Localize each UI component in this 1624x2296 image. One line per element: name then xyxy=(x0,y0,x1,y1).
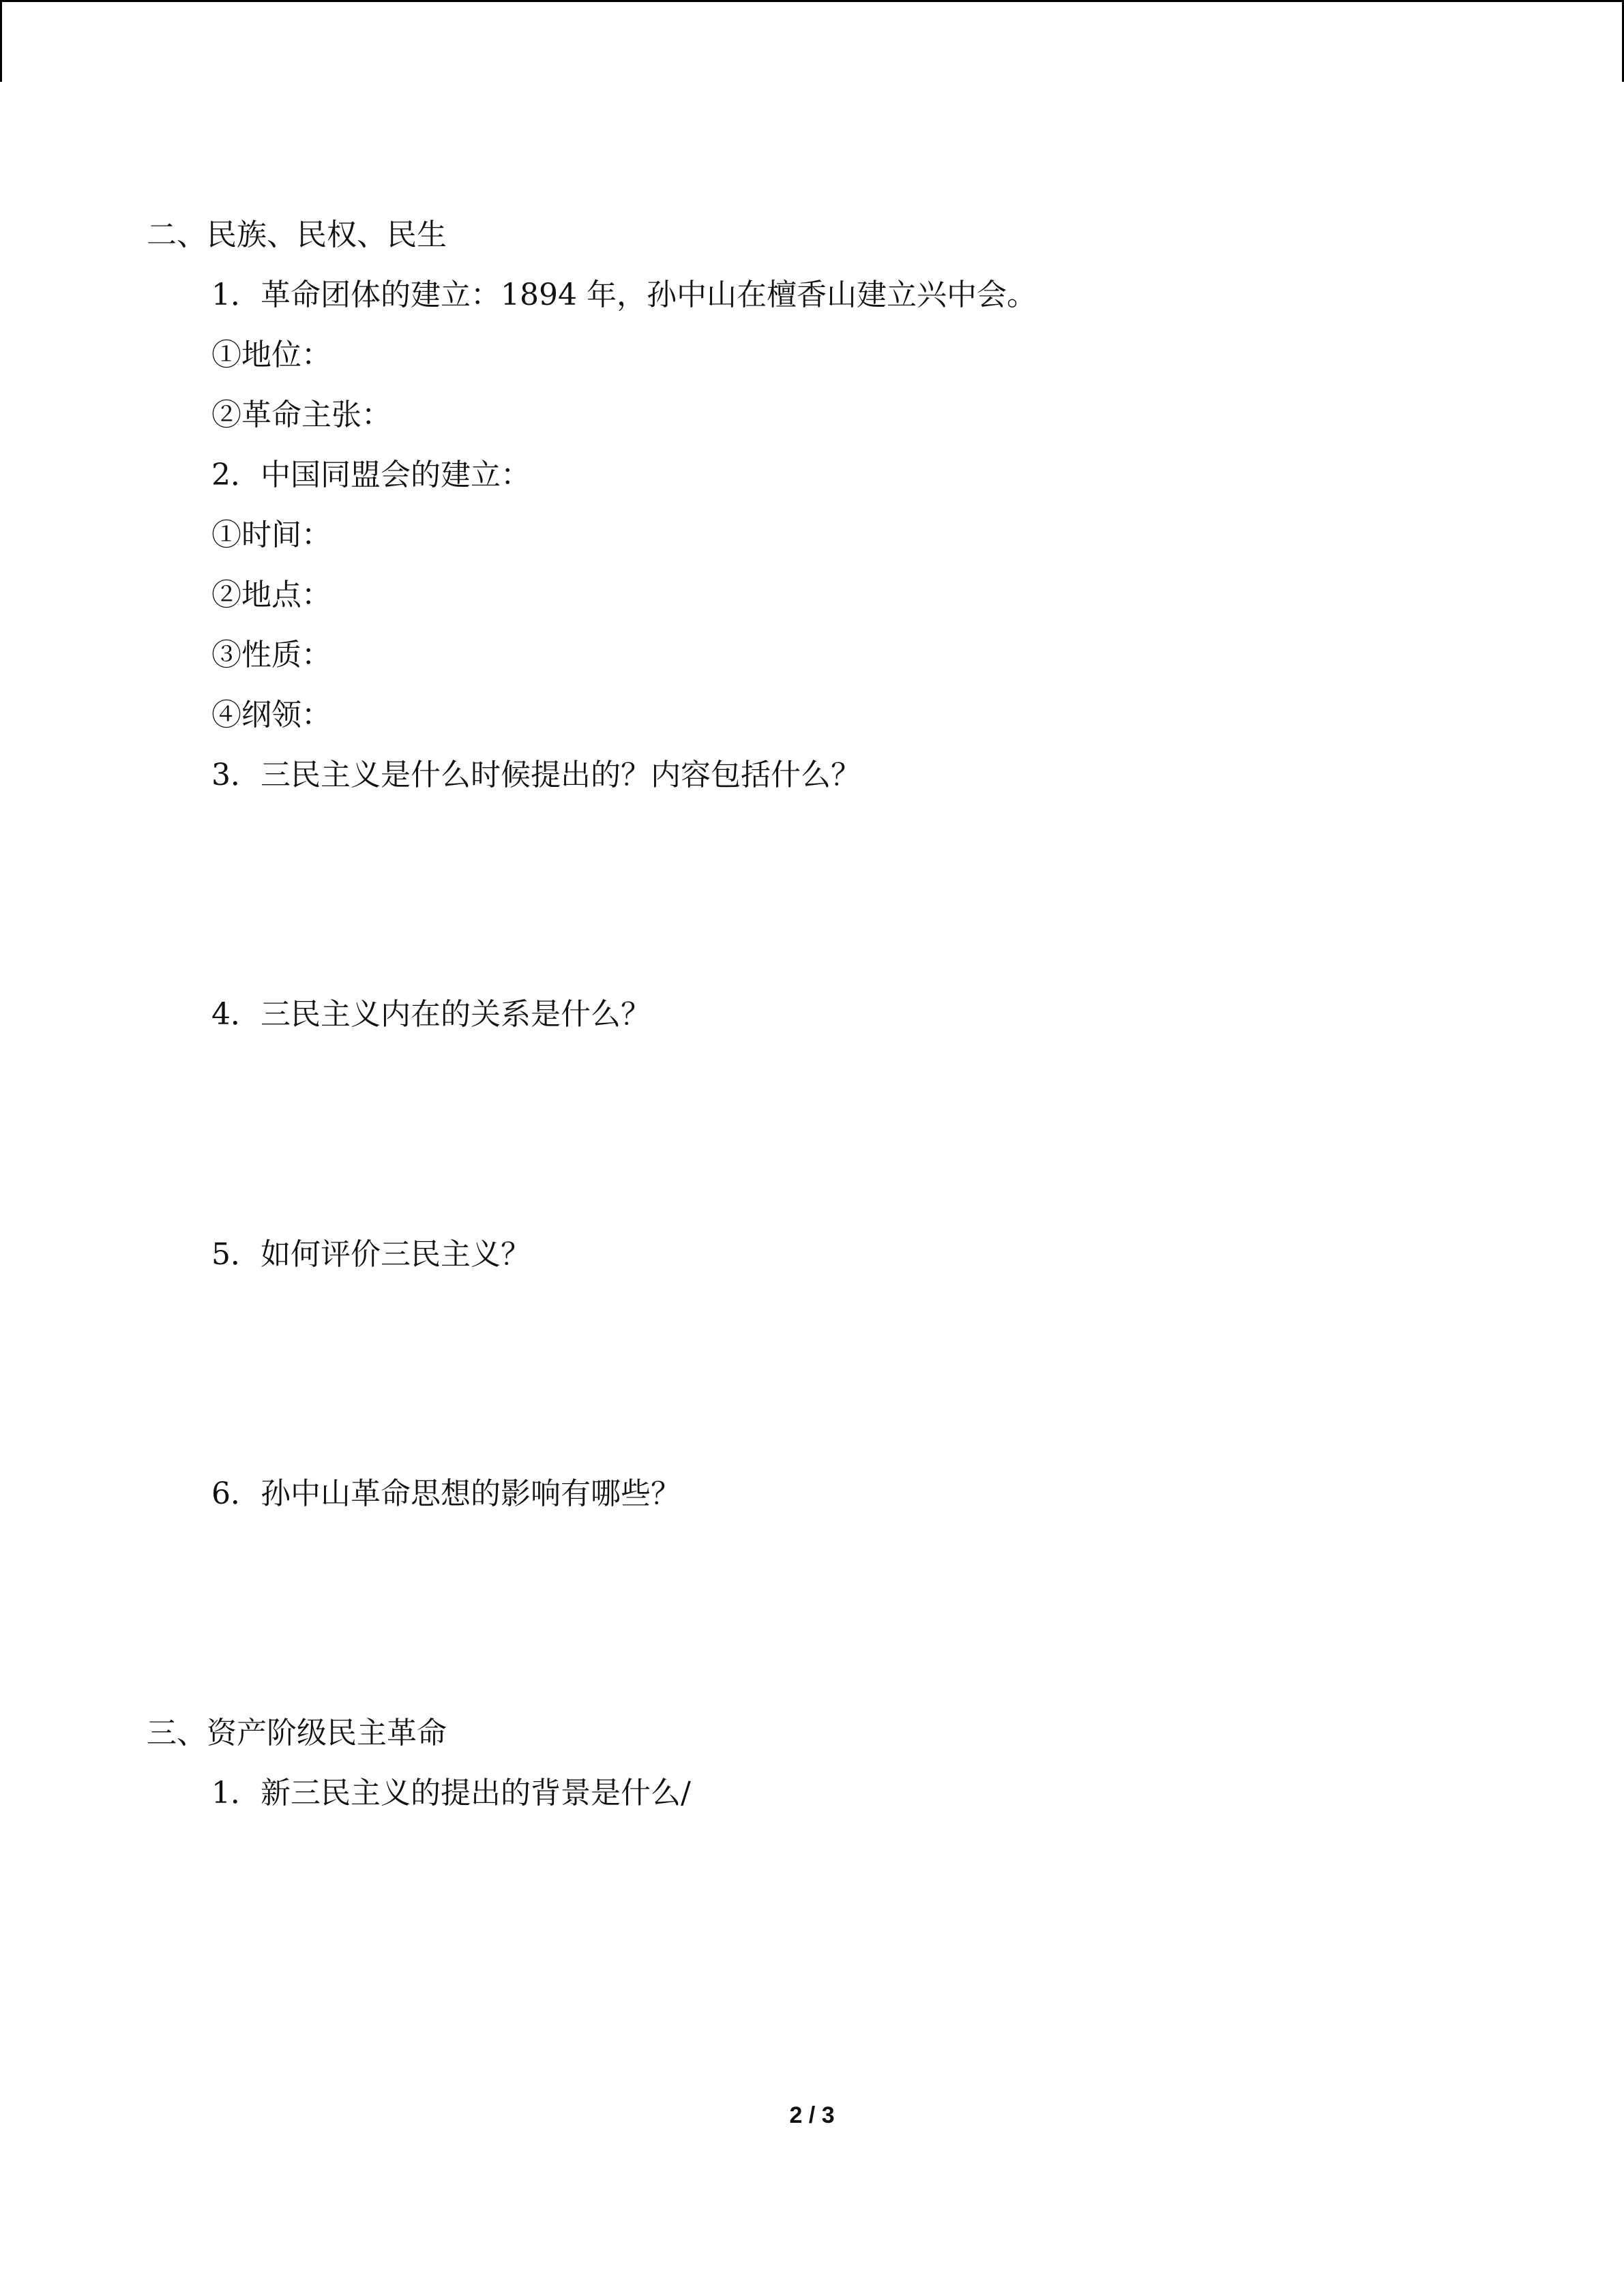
left-border-line xyxy=(0,0,2,82)
section-2-question-6: 6．孙中山革命思想的影响有哪些？ xyxy=(211,1476,681,1511)
section-2-question-2-time: ①时间： xyxy=(211,518,331,552)
section-2-question-3: 3．三民主义是什么时候提出的？内容包括什么？ xyxy=(211,758,861,792)
page-number: 2 / 3 xyxy=(789,2102,835,2128)
section-2-question-5: 5．如何评价三民主义？ xyxy=(211,1237,531,1272)
section-3-question-1: 1．新三民主义的提出的背景是什么/ xyxy=(211,1776,691,1810)
section-3-heading: 三、资产阶级民主革命 xyxy=(147,1716,447,1750)
section-2-question-2-place: ②地点： xyxy=(211,578,331,612)
section-2-question-2-nature: ③性质： xyxy=(211,638,331,672)
section-2-question-1: 1．革命团体的建立：1894 年，孙中山在檀香山建立兴中会。 xyxy=(211,278,1037,312)
section-2-question-1-proposition: ②革命主张： xyxy=(211,398,392,432)
section-2-question-2-program: ④纲领： xyxy=(211,698,331,732)
section-2-question-2: 2．中国同盟会的建立： xyxy=(211,458,531,492)
section-2-heading: 二、民族、民权、民生 xyxy=(147,218,447,252)
section-2-question-4: 4．三民主义内在的关系是什么？ xyxy=(211,997,651,1032)
top-border-line xyxy=(0,0,1624,2)
section-2-question-1-status: ①地位： xyxy=(211,338,331,372)
